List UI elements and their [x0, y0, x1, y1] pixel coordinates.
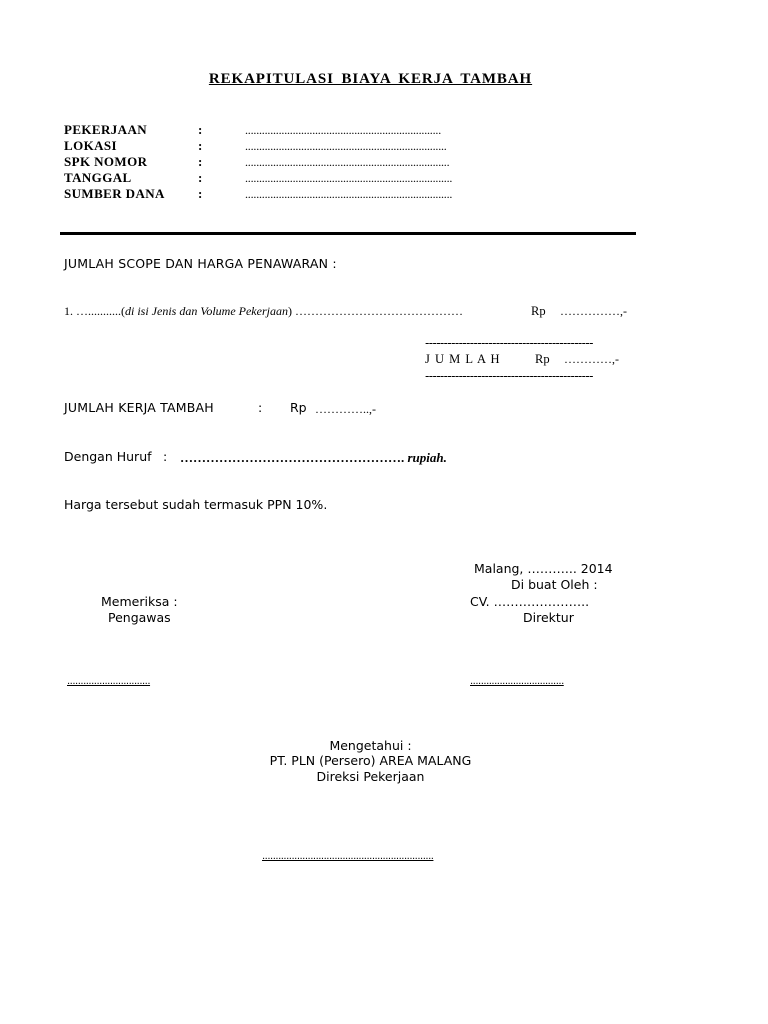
scope-item-currency: Rp: [531, 304, 546, 318]
colon-tanggal: :: [198, 170, 203, 185]
scope-item-dots: ) ……………………………………: [287, 304, 463, 318]
value-spk-nomor: .........................................................................: [245, 155, 450, 169]
jumlah-label: J U M L A H: [425, 352, 501, 366]
label-lokasi: LOKASI: [64, 138, 117, 153]
value-lokasi: ........................................................................: [245, 139, 447, 153]
kerja-tambah-amount: …………..,-: [315, 402, 376, 416]
signature-line-pengawas: ...............................: [67, 676, 151, 687]
kerja-tambah-colon: :: [258, 400, 263, 415]
terbilang-dots: …………………………………………….: [180, 450, 405, 465]
label-tanggal: TANGGAL: [64, 170, 132, 185]
terbilang-line: [180, 451, 447, 464]
scope-item-number: 1. …...........(: [64, 304, 125, 318]
place-date: Malang, ………... 2014: [474, 561, 613, 576]
approval-role: Direksi Pekerjaan: [316, 769, 425, 784]
header-divider: [60, 232, 636, 235]
colon-spk-nomor: :: [198, 154, 203, 169]
direktur-role: Direktur: [523, 610, 574, 625]
label-spk-nomor: SPK NOMOR: [64, 154, 148, 169]
signature-line-direktur: ...................................: [470, 676, 564, 687]
label-sumber-dana: SUMBER DANA: [64, 186, 165, 201]
value-tanggal: ..........................................................................: [245, 171, 453, 185]
jumlah-amount: …………,-: [564, 352, 619, 366]
dash-line-bottom: ---------------------------------------------: [425, 369, 593, 383]
approval-org: PT. PLN (Persero) AREA MALANG: [269, 753, 472, 768]
label-pekerjaan: PEKERJAAN: [64, 122, 148, 137]
approval-title: Mengetahui :: [329, 738, 412, 753]
document-title: REKAPITULASI BIAYA KERJA TAMBAH: [208, 71, 533, 87]
terbilang-colon: :: [163, 449, 168, 464]
value-sumber-dana: ..........................................................................: [245, 187, 453, 201]
kerja-tambah-label: JUMLAH KERJA TAMBAH: [64, 400, 214, 415]
terbilang-label: Dengan Huruf: [64, 449, 152, 464]
made-by-label: Di buat Oleh :: [511, 577, 598, 592]
value-pekerjaan: ......................................................................: [245, 123, 442, 137]
signature-line-direksi: ................................................................: [262, 851, 434, 862]
colon-lokasi: :: [198, 138, 203, 153]
memeriksa-label: Memeriksa :: [101, 594, 178, 609]
scope-heading: JUMLAH SCOPE DAN HARGA PENAWARAN :: [64, 256, 337, 271]
scope-item-note: di isi Jenis dan Volume Pekerjaan: [125, 304, 288, 318]
kerja-tambah-currency: Rp: [290, 400, 307, 415]
colon-pekerjaan: :: [198, 122, 203, 137]
pengawas-role: Pengawas: [108, 610, 171, 625]
company-name: CV. …………………..: [470, 594, 590, 609]
colon-sumber-dana: :: [198, 186, 203, 201]
scope-item-line: [64, 305, 463, 317]
terbilang-suffix: rupiah.: [407, 450, 447, 465]
ppn-note: Harga tersebut sudah termasuk PPN 10%.: [64, 497, 328, 512]
jumlah-currency: Rp: [535, 352, 550, 366]
scope-item-amount: ……………,-: [560, 304, 627, 318]
dash-line-top: ---------------------------------------------: [425, 336, 593, 350]
